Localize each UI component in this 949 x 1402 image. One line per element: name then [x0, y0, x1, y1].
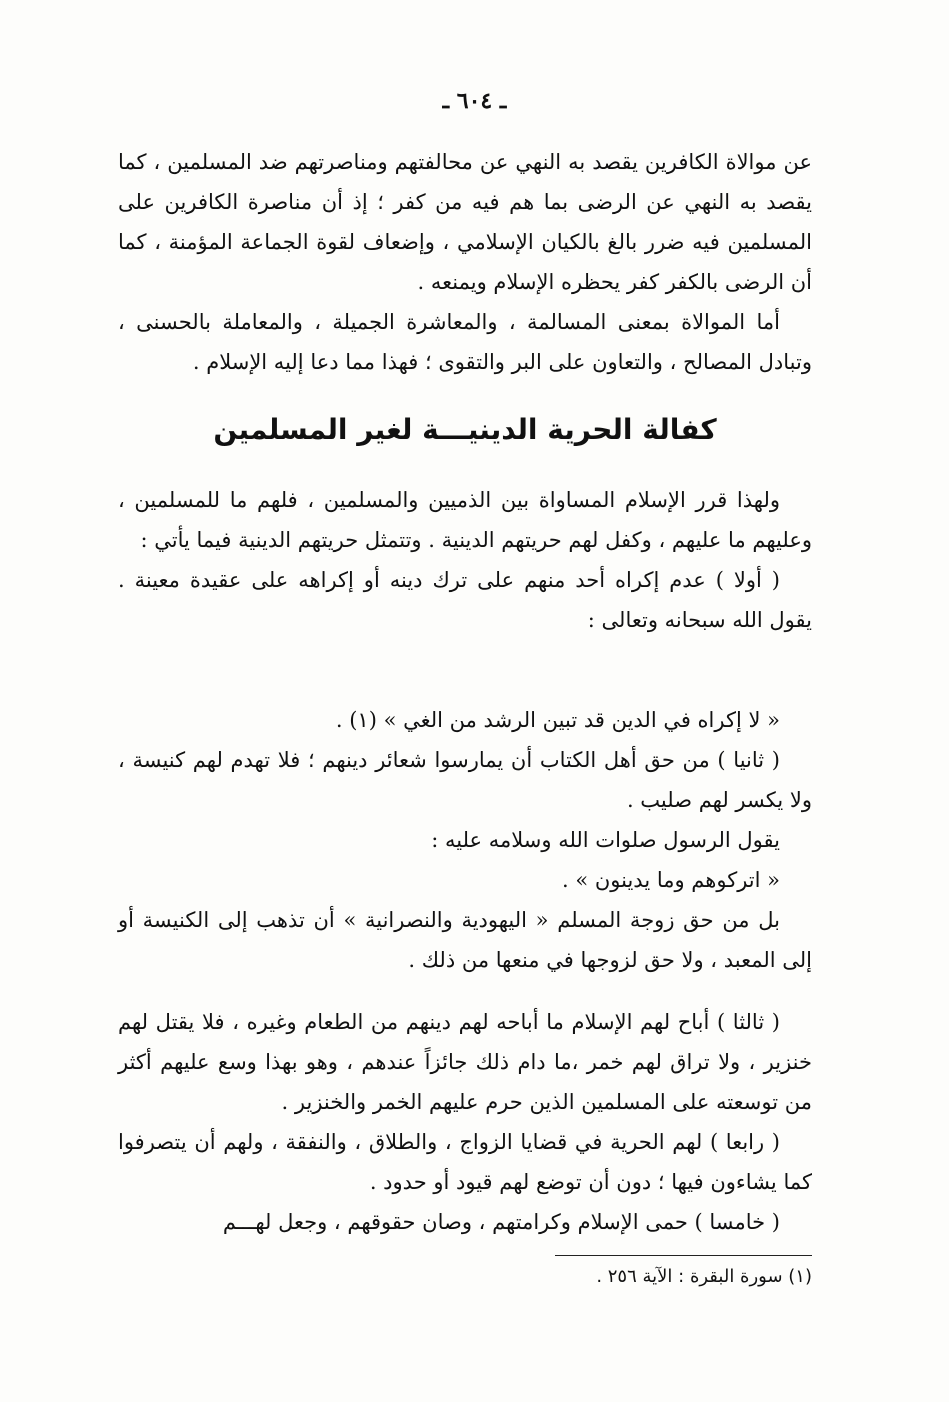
- paragraph-wife-church: بل من حق زوجة المسلم « اليهودية والنصرانية » أن تذهب إلى الكنيسة أو إلى المعبد ، ولا حق لزوجها في منعها من ذلك .: [118, 908, 812, 972]
- paragraph-second-point: ( ثانيا ) من حق أهل الكتاب أن يمارسوا شعائر دينهم ؛ فلا تهدم لهم كنيسة ، ولا يكسر لهم صليب .: [118, 748, 812, 812]
- paragraph-equality: ولهذا قرر الإسلام المساواة بين الذميين والمسلمين ، فلهم ما للمسلمين ، وعليهم ما عليهم ، وكفل لهم حريتهم الدينية . وتتمثل حريتهم الدينية فيما يأتي :: [118, 488, 812, 552]
- section-heading: كفالة الحرية الدينيـــة لغير المسلمين: [213, 413, 717, 446]
- paragraph-fourth-point: ( رابعا ) لهم الحرية في قضايا الزواج ، والطلاق ، والنفقة ، ولهم أن يتصرفوا كما يشاءون فيها ؛ دون أن توضع لهم قيود أو حدود .: [118, 1130, 812, 1194]
- paragraph-third-point: ( ثالثا ) أباح لهم الإسلام ما أباحه لهم دينهم من الطعام وغيره ، فلا يقتل لهم خنزير ، ولا تراق لهم خمر ،ما دام ذلك جائزاً عندهم ، وهو بهذا وسع عليهم أكثر من توسعته على المسلمين الذين حرم عليهم الخمر والخنزير .: [118, 1010, 812, 1114]
- hadith-quote: « اتركوهم وما يدينون » .: [561, 868, 780, 892]
- paragraph-fifth-point: ( خامسا ) حمى الإسلام وكرامتهم ، وصان حقوقهم ، وجعل لهـــم: [222, 1210, 780, 1234]
- paragraph-first-point: ( أولا ) عدم إكراه أحد منهم على ترك دينه أو إكراهه على عقيدة معينة . يقول الله سبحانه وتعالى :: [118, 568, 812, 632]
- paragraph-block-worship: [118, 700, 812, 980]
- paragraph-muwalat-musalama: أما الموالاة بمعنى المسالمة ، والمعاشرة الجميلة ، والمعاملة بالحسنى ، وتبادل المصالح ، والتعاون على البر والتقوى ؛ فهذا مما دعا إليه الإسلام .: [118, 310, 812, 374]
- page-number: ـ ٦٠٤ ـ: [442, 88, 507, 114]
- paragraph-block-freedom: [118, 480, 812, 640]
- paragraph-muwalat-kafirin: عن موالاة الكافرين يقصد به النهي عن محالفتهم ومناصرتهم ضد المسلمين ، كما يقصد به النهي عن الرضى بما هم فيه من كفر ؛ إذ أن مناصرة الكافرين على المسلمين فيه ضرر بالغ بالكيان الإسلامي ، وإضعاف لقوة الجماعة المؤمنة ، كما أن الرضى بالكفر كفر يحظره الإسلام ويمنعه .: [118, 150, 812, 294]
- paragraph-prophet-saying-intro: يقول الرسول صلوات الله وسلامه عليه :: [431, 828, 780, 852]
- quran-verse-quote: « لا إكراه في الدين قد تبين الرشد من الغي » (١) .: [335, 708, 780, 732]
- paragraph-block-rights: [118, 1002, 812, 1242]
- footnote: (١) سورة البقرة : الآية ٢٥٦ .: [596, 1266, 812, 1287]
- footnote-divider: [555, 1255, 812, 1256]
- paragraph-block-intro: [118, 142, 812, 382]
